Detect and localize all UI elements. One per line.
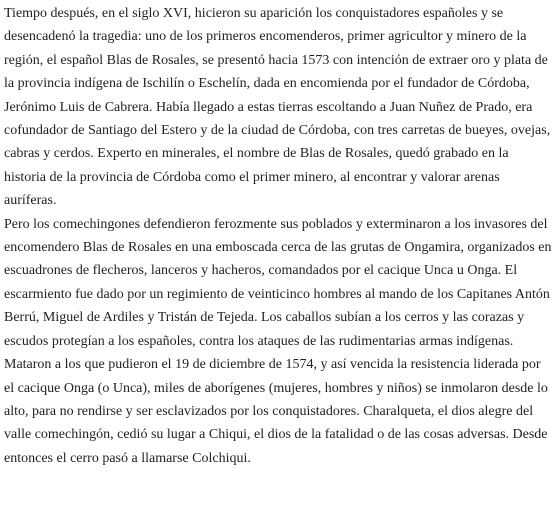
document-body	[4, 2, 554, 470]
paragraph-blas-de-rosales: Tiempo después, en el siglo XVI, hicieron su aparición los conquistadores españoles y se desencadenó la tragedia: uno de los primeros encomenderos, primer agricultor y minero de la región, el español Blas de Rosales, se presentó hacia 1573 con intención de extraer oro y plata de la provincia indígena de Ischilín o Eschelín, dada en encomienda por el fundador de Córdoba, Jerónimo Luis de Cabrera. Había llegado a estas tierras escoltando a Juan Nuñez de Prado, era cofundador de Santiago del Estero y de la ciudad de Córdoba, con tres carretas de bueyes, ovejas, cabras y cerdos. Experto en minerales, el nombre de Blas de Rosales, quedó grabado en la historia de la provincia de Córdoba como el primer minero, al encontrar y valorar arenas auríferas.	[4, 6, 551, 209]
paragraph-comechingones-resistance: Pero los comechingones defendieron ferozmente sus poblados y exterminaron a los invasores del encomendero Blas de Rosales en una emboscada cerca de las grutas de Ongamira, organizados en escuadrones de flecheros, lanceros y hacheros, comandados por el cacique Unca u Onga. El escarmiento fue dado por un regimiento de veinticinco hombres al mando de los Capitanes Antón Berrú, Miguel de Ardiles y Tristán de Tejeda. Los caballos subían a los cerros y las corazas y escudos protegían a los españoles, contra los ataques de las rudimentarias armas indígenas. Mataron a los que pudieron el 19 de diciembre de 1574, y así vencida la resistencia liderada por el cacique Onga (o Unca), miles de aborígenes (mujeres, hombres y niños) se inmolaron desde lo alto, para no rendirse y ser esclavizados por los conquistadores. Charalqueta, el dios alegre del valle comechingón, cedió su lugar a Chiqui, el dios de la fatalidad o de las cosas adversas. Desde entonces el cerro pasó a llamarse Colchiqui.	[4, 216, 552, 466]
